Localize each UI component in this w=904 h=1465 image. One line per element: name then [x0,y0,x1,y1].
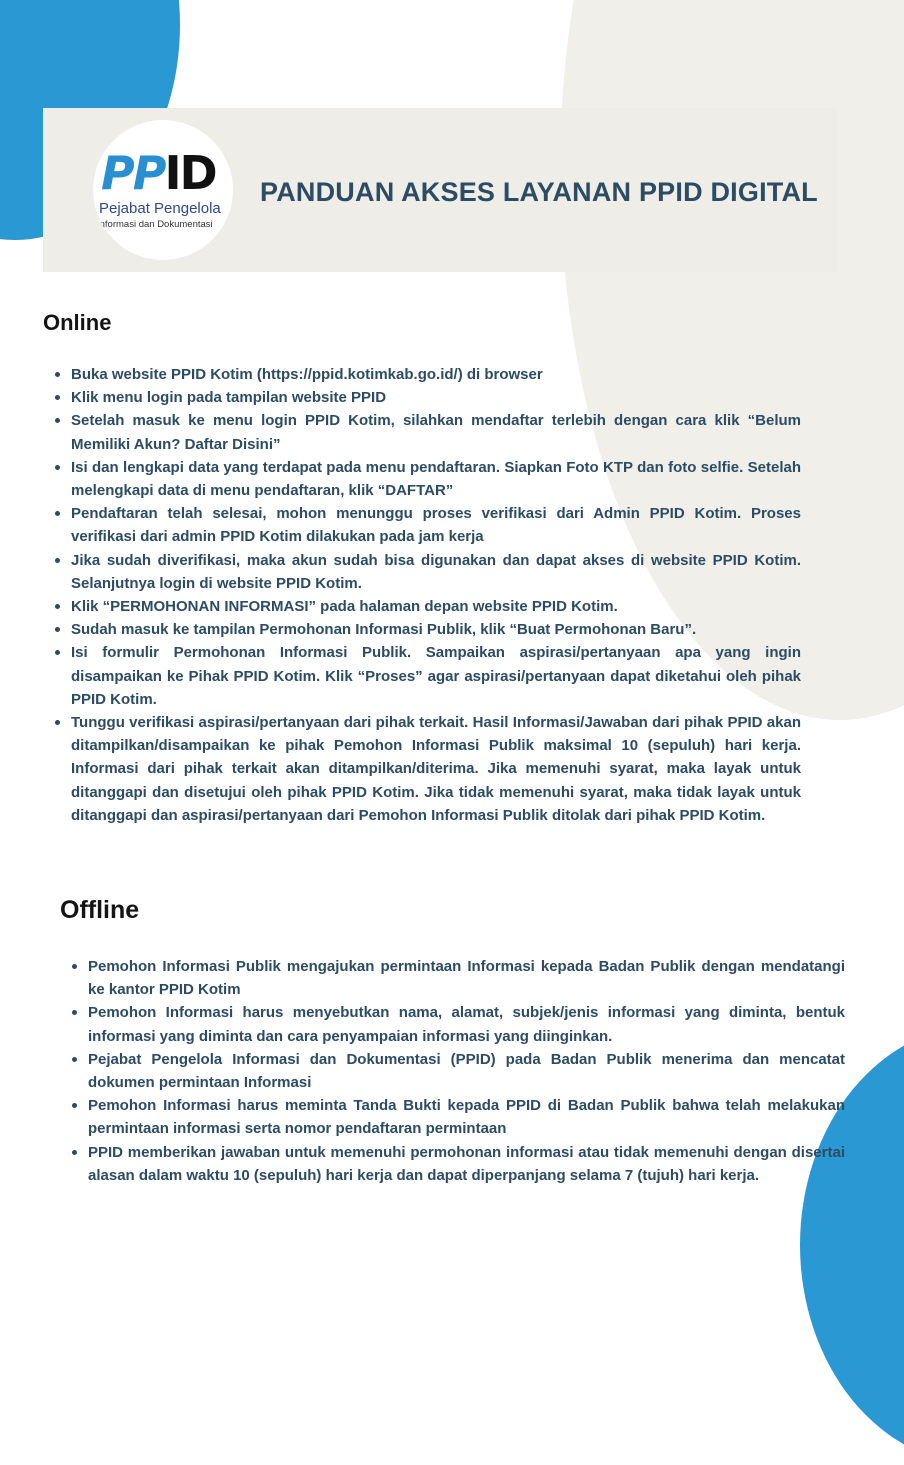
ppid-logo [93,120,233,260]
list-item: Pemohon Informasi harus meminta Tanda Bukti kepada PPID di Badan Publik bahwa telah melakukan permintaan informasi serta nomor pendaftaran permintaan [88,1094,845,1140]
list-item: Klik menu login pada tampilan website PPID [71,386,801,409]
list-item: Isi dan lengkapi data yang terdapat pada menu pendaftaran. Siapkan Foto KTP dan foto selfie. Setelah melengkapi data di menu pendaftaran, klik “DAFTAR” [71,456,801,502]
list-item: Jika sudah diverifikasi, maka akun sudah bisa digunakan dan dapat akses di website PPID Kotim. Selanjutnya login di website PPID Kotim. [71,549,801,595]
online-section-title: Online [43,310,112,335]
list-item: Setelah masuk ke menu login PPID Kotim, silahkan mendaftar terlebih dengan cara klik “Belum Memiliki Akun? Daftar Disini” [71,409,801,455]
list-item: Klik “PERMOHONAN INFORMASI” pada halaman depan website PPID Kotim. [71,595,801,618]
logo-id: ID [164,146,216,200]
online-steps-list [71,363,801,827]
list-item: Pendaftaran telah selesai, mohon menunggu proses verifikasi dari Admin PPID Kotim. Proses verifikasi dari admin PPID Kotim dilakukan pada jam kerja [71,502,801,548]
logo-subtitle-1: Pejabat Pengelola [99,200,221,217]
logo-pp: PP [101,146,165,200]
logo-wordmark [101,146,216,200]
logo-subtitle-2: Informasi dan Dokumentasi [97,219,213,230]
list-item: PPID memberikan jawaban untuk memenuhi permohonan informasi atau tidak memenuhi dengan disertai alasan dalam waktu 10 (sepuluh) hari kerja dan dapat diperpanjang selama 7 (tujuh) hari kerja. [88,1141,845,1187]
offline-section-title: Offline [60,896,140,924]
list-item: Isi formulir Permohonan Informasi Publik. Sampaikan aspirasi/pertanyaan apa yang ingin disampaikan ke Pihak PPID Kotim. Klik “Proses” agar aspirasi/pertanyaan dapat diketahui oleh pihak PPID Kotim. [71,641,801,711]
list-item: Sudah masuk ke tampilan Permohonan Informasi Publik, klik “Buat Permohonan Baru”. [71,618,801,641]
list-item: Pemohon Informasi Publik mengajukan permintaan Informasi kepada Badan Publik dengan mendatangi ke kantor PPID Kotim [88,955,845,1001]
header-banner [43,108,837,272]
list-item: Tunggu verifikasi aspirasi/pertanyaan dari pihak terkait. Hasil Informasi/Jawaban dari pihak PPID akan ditampilkan/disampaikan ke pihak Pemohon Informasi Publik maksimal 10 (sepuluh) hari kerja. Informasi dari pihak terkait akan ditampilkan/diterima. Jika memenuhi syarat, maka layak untuk ditanggapi dan disetujui oleh pihak PPID Kotim. Jika tidak memenuhi syarat, maka tidak layak untuk ditanggapi dan aspirasi/pertanyaan dari Pemohon Informasi Publik ditolak dari pihak PPID Kotim. [71,711,801,827]
list-item: Buka website PPID Kotim (https://ppid.kotimkab.go.id/) di browser [71,363,801,386]
list-item: Pejabat Pengelola Informasi dan Dokumentasi (PPID) pada Badan Publik menerima dan mencatat dokumen permintaan Informasi [88,1048,845,1094]
page-title: PANDUAN AKSES LAYANAN PPID DIGITAL [260,177,818,207]
list-item: Pemohon Informasi harus menyebutkan nama, alamat, subjek/jenis informasi yang diminta, bentuk informasi yang diminta dan cara penyampaian informasi yang diinginkan. [88,1001,845,1047]
offline-steps-list [88,955,845,1187]
